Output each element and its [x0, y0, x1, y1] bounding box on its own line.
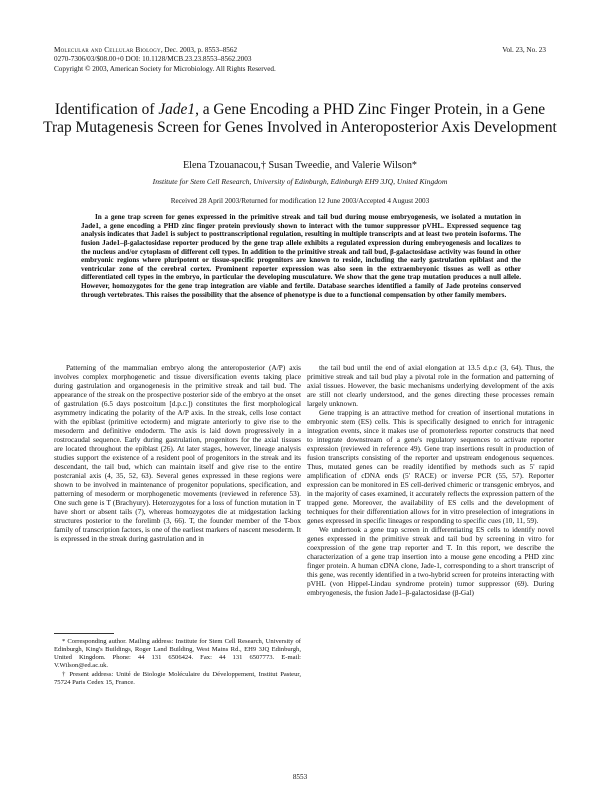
- footnote-present-address: † Present address: Unité de Biologie Moléculaire du Développement, Institut Pasteur, 75724 Paris Cedex 15, France.: [54, 671, 301, 687]
- received-dates: Received 28 April 2003/Returned for modification 12 June 2003/Accepted 4 August 2003: [170, 197, 430, 205]
- footnote-corresponding-author: * Corresponding author. Mailing address: Institute for Stem Cell Research, University of Edinburgh, King's Buildings, Roger Land Building, West Mains Rd., EH9 3JQ Edinburgh, United Kingdom. Phone: 44 131 6506424. Fax: 44 131 6507773. E-mail: V.Wilson@ed.ac.uk.: [54, 638, 301, 670]
- author-list: Elena Tzouanacou,† Susan Tweedie, and Valerie Wilson*: [182, 160, 418, 171]
- volume-label: Vol. 23, No. 23: [502, 46, 546, 54]
- body-column-right: [307, 363, 554, 597]
- title-part-2: , a Gene Encoding a PHD Zinc Finger Protein, in a Gene Trap Mutagenesis Screen for Genes Involved in Anteroposterior Axis Development: [43, 101, 557, 136]
- copyright-line: Copyright © 2003, American Society for Microbiology. All Rights Reserved.: [54, 64, 276, 73]
- title-gene-name: Jade1: [158, 101, 196, 118]
- page-number: 8553: [292, 773, 308, 781]
- body-paragraph: Patterning of the mammalian embryo along the anteroposterior (A/P) axis involves complex morphogenetic and tissue diversification events taking place during gastrulation and organogenesis in the primitive streak and tail bud. The appearance of the streak on the prospective posterior side of the embryo at the onset of gastrulation (6.5 days postcoitum [d.p.c.]) constitutes the first morphological asymmetry indicating the polarity of the A/P axis. In the streak, cells lose contact with the epiblast (primitive ectoderm) and migrate anteriorly to give rise to the mesoderm and definitive endoderm. The axis is laid down progressively in a rostrocaudal sequence. Early during gastrulation, progenitors for the axial tissues are located throughout the epiblast (26). At later stages, however, lineage analysis studies support the existence of a resident pool of progenitors in the streak and its descendant, the tail bud, which can maintain itself and give rise to the entire postcranial axis (4, 35, 52, 63). Several genes expressed in these regions were shown to be involved in maintenance of progenitor populations, specification, and patterning of mesoderm or morphogenetic movements (reviewed in reference 53). One such gene is T (Brachyury). Heterozygotes for a loss of function mutation in T have short or absent tails (7), whereas homozygotes die at midgestation lacking structures posterior to the forelimb (3, 66). T, the founder member of the T-box family of transcription factors, is one of the earliest markers of nascent mesoderm. It is expressed in the streak during gastrulation and in: [54, 363, 301, 544]
- affiliation: Institute for Stem Cell Research, University of Edinburgh, Edinburgh EH9 3JQ, United Kingdom: [152, 177, 448, 186]
- body-paragraph: the tail bud until the end of axial elongation at 13.5 d.p.c (3, 64). Thus, the primitive streak and tail bud play a pivotal role in the formation and patterning of axial tissues. However, the basic mechanisms underlying development of the axis are still not clearly understood, and the genes directing these processes remain largely unknown.: [307, 363, 554, 409]
- abstract: In a gene trap screen for genes expressed in the primitive streak and tail bud during mouse embryogenesis, we isolated a mutation in Jade1, a gene encoding a PHD zinc finger protein previously shown to interact with the tumor suppressor pVHL. Expressed sequence tag analysis indicates that Jade1 is subject to posttranscriptional regulation, resulting in multiple transcripts and at least two protein isoforms. The fusion Jade1–β-galactosidase reporter produced by the gene trap allele exhibits a regulated expression during embryogenesis and localizes to the nucleus and/or cytoplasm of different cell types. In addition to the primitive streak and tail bud, β-galactosidase activity was found in other embryonic regions where pluripotent or tissue-specific progenitors are known to reside, including the early gastrulation epiblast and the ventricular zone of the cerebral cortex. Prominent reporter expression was also seen in the extraembryonic tissues as well as other differentiated cell types in the embryo, in particular the developing musculature. We show that the gene trap mutation produces a null allele. However, homozygotes for the gene trap integration are viable and fertile. Database searches identified a family of Jade proteins conserved through vertebrates. This raises the possibility that the absence of phenotype is due to a functional compensation by other family members.: [81, 213, 521, 299]
- journal-name: Molecular and Cellular Biology: [54, 46, 161, 54]
- footnotes: [54, 638, 301, 689]
- body-paragraph: Gene trapping is an attractive method for creation of insertional mutations in embryonic stem (ES) cells. This is specifically designed to enrich for intragenic integration events, since it makes use of promoterless reporter constructs that need to integrate downstream of a gene's regulatory sequences to activate reporter expression (reviewed in reference 49). Gene trap insertions result in production of fusion transcripts consisting of the reporter and upstream endogenous sequences. Thus, mutated genes can be readily identified by methods such as 5' rapid amplification of cDNA ends (5' RACE) or inverse PCR (55, 57). Reporter expression can be monitored in ES cell-derived chimeric or transgenic embryos, and in the majority of cases examined, it accurately reflects the expression pattern of the trapped gene. Moreover, the availability of ES cells and the development of techniques for their differentiation allows for in vitro preselection of integrations in genes expressed in specific lineages or responding to specific cues (10, 11, 59).: [307, 408, 554, 526]
- title-part-1: Identification of: [54, 101, 159, 118]
- journal-header: [54, 46, 276, 74]
- footnote-divider: [54, 633, 114, 634]
- journal-citation: [54, 46, 276, 55]
- issue-line: , Dec. 2003, p. 8553–8562: [160, 46, 238, 54]
- doi-line: 0270-7306/03/$08.00+0 DOI: 10.1128/MCB.23.23.8553–8562.2003: [54, 55, 252, 64]
- article-title: [40, 101, 560, 137]
- body-paragraph: We undertook a gene trap screen in differentiating ES cells to identify novel genes expressed in the primitive streak and tail bud by screening in vitro for coexpression of the gene trap reporter and T. In this report, we describe the characterization of a gene trap insertion into a mouse gene encoding a PHD zinc finger protein. A human cDNA clone, Jade-1, corresponding to a short transcript of this gene, was recently identified in a two-hybrid screen for proteins interacting with pVHL (von Hippel-Lindau syndrome protein) tumor suppressor (69). During embryogenesis, the fusion Jade1–β-galactosidase (β-Gal): [307, 525, 555, 598]
- body-column-left: [54, 363, 301, 543]
